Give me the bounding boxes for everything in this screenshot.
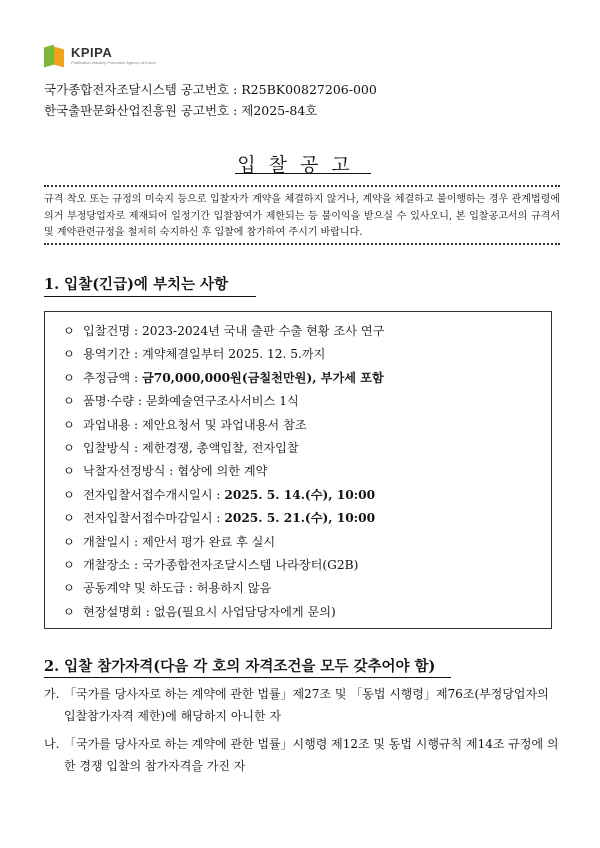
- intro-paragraph: 규격 착오 또는 규정의 미숙지 등으로 입찰자가 계약을 체결하지 않거나, 계약을 체결하고 불이행하는 경우 관계법령에 의거 부정당업자로 제재되어 일정기간 입찰참여가 제한되는 등 불이익을 받으실 수 있사오니, 본 입찰공고서의 규격서 및 계약관련규정을 철저히 숙지하신 후 입찰에 참가하여 주시기 바랍니다.: [44, 194, 560, 238]
- bid-detail-value: 2025. 5. 14.(수), 10:00: [224, 487, 376, 502]
- section-2-underline: [44, 677, 451, 678]
- bid-detail-value: 제안서 평가 완료 후 실시: [141, 534, 276, 549]
- logo-subtext: Publication Industry Promotion Agency of Korea: [71, 60, 156, 65]
- bid-details-box: [44, 311, 552, 629]
- bullet-icon: ㅇ: [63, 440, 75, 455]
- bid-detail-value: 계약체결일부터 2025. 12. 5.까지: [141, 347, 326, 362]
- bid-detail-label: 과업내용 :: [83, 417, 142, 432]
- bullet-icon: ㅇ: [63, 324, 75, 338]
- bid-detail-label: 공동계약 및 하도급 :: [83, 581, 197, 596]
- bullet-icon: ㅇ: [63, 417, 75, 432]
- bid-detail-label: 개찰일시 :: [83, 534, 142, 549]
- bid-detail-item: [63, 507, 543, 530]
- bullet-icon: ㅇ: [63, 581, 75, 596]
- bid-detail-label: 현장설명회 :: [83, 604, 154, 619]
- bid-detail-label: 품명·수량 :: [83, 394, 146, 409]
- qualification-mark: 나.: [44, 737, 60, 751]
- section-1-underline: [44, 296, 256, 297]
- kpipa-notice-number: 한국출판문화산업진흥원 공고번호 : 제2025-84호: [44, 103, 318, 118]
- bid-detail-item: [63, 343, 543, 366]
- qualification-text: 「국가를 당사자로 하는 계약에 관한 법률」제27조 및 「동법 시행령」제76조(부정당업자의 입찰참가자격 제한)에 해당하지 아니한 자: [64, 687, 549, 723]
- bid-detail-label: 개찰장소 :: [83, 557, 142, 572]
- bid-detail-label: 전자입찰서접수마감일시 :: [83, 511, 225, 526]
- bid-detail-value: 제안요청서 및 과업내용서 참조: [141, 417, 307, 432]
- bid-detail-label: 추정금액 :: [83, 370, 142, 385]
- bid-detail-item: [63, 320, 543, 343]
- bullet-icon: ㅇ: [63, 487, 75, 502]
- bid-detail-value: 국가종합전자조달시스템 나라장터(G2B): [141, 557, 359, 572]
- bid-detail-item: [63, 601, 543, 624]
- bid-detail-label: 용역기간 :: [83, 347, 142, 362]
- bid-detail-item: [63, 460, 543, 483]
- qualification-item: [44, 683, 560, 727]
- bid-detail-item: [63, 437, 543, 460]
- bid-detail-item: [63, 531, 543, 554]
- bid-detail-item: [63, 414, 543, 437]
- bid-detail-value: 제한경쟁, 총액입찰, 전자입찰: [141, 440, 299, 455]
- g2b-notice-number: 국가종합전자조달시스템 공고번호 : R25BK00827206-000: [44, 82, 377, 97]
- bid-detail-label: 낙찰자선정방식 :: [83, 464, 178, 479]
- bullet-icon: ㅇ: [63, 464, 75, 479]
- kpipa-logo-mark-icon: [44, 46, 68, 66]
- qualification-mark: 가.: [44, 687, 60, 701]
- divider-top: [44, 185, 560, 187]
- kpipa-logo: [44, 44, 164, 68]
- bid-detail-value: 금70,000,000원(금칠천만원), 부가세 포함: [141, 370, 384, 385]
- divider-bottom: [44, 243, 560, 245]
- logo-text: KPIPA: [71, 45, 113, 60]
- bid-detail-value: 없음(필요시 사업담당자에게 문의): [153, 604, 336, 619]
- bid-detail-item: [63, 484, 543, 507]
- bid-detail-item: [63, 577, 543, 600]
- title-underline: [235, 173, 371, 174]
- bid-detail-value: 협상에 의한 계약: [177, 464, 268, 479]
- bid-detail-value: 문화예술연구조사서비스 1식: [145, 394, 299, 409]
- bid-detail-label: 입찰건명 :: [83, 324, 142, 338]
- section-2-heading: 2. 입찰 참가자격(다음 각 호의 자격조건을 모두 갖추어야 함): [44, 658, 436, 675]
- bid-detail-item: [63, 554, 543, 577]
- bid-detail-value: 허용하지 않음: [196, 581, 272, 596]
- bullet-icon: ㅇ: [63, 347, 75, 362]
- bid-detail-value: 2025. 5. 21.(수), 10:00: [224, 511, 376, 526]
- bullet-icon: ㅇ: [63, 534, 75, 549]
- bullet-icon: ㅇ: [63, 557, 75, 572]
- bullet-icon: ㅇ: [63, 604, 75, 619]
- qualification-item: [44, 733, 560, 777]
- bullet-icon: ㅇ: [63, 370, 75, 385]
- bid-detail-item: [63, 367, 543, 390]
- bid-detail-label: 입찰방식 :: [83, 440, 142, 455]
- bullet-icon: ㅇ: [63, 394, 75, 409]
- bid-detail-value: 2023-2024년 국내 출판 수출 현황 조사 연구: [141, 324, 385, 338]
- bid-detail-label: 전자입찰서접수개시일시 :: [83, 487, 225, 502]
- page-title: 입찰공고: [237, 154, 363, 176]
- bid-detail-item: [63, 390, 543, 413]
- bid-details-list: [63, 320, 543, 624]
- bullet-icon: ㅇ: [63, 511, 75, 526]
- qualification-text: 「국가를 당사자로 하는 계약에 관한 법률」시행령 제12조 및 동법 시행규칙 제14조 규정에 의한 경쟁 입찰의 참가자격을 가진 자: [64, 737, 559, 773]
- section-1-heading: 1. 입찰(긴급)에 부치는 사항: [44, 276, 229, 293]
